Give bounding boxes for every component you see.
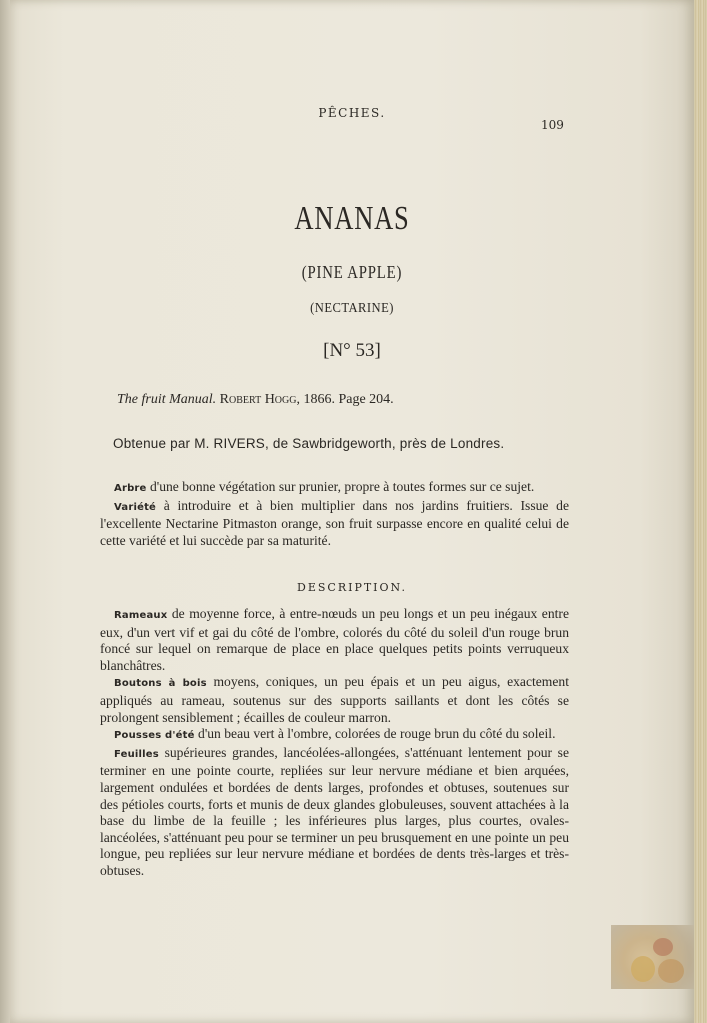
section-heading: DESCRIPTION. xyxy=(297,581,407,594)
paragraph-label: Pousses d'été xyxy=(114,730,195,742)
page-edges xyxy=(694,0,707,1023)
paragraph xyxy=(100,726,569,745)
paragraph-label: Feuilles xyxy=(114,748,159,760)
paragraph-text: d'un beau vert à l'ombre, colorées de rouge brun du côté du soleil. xyxy=(198,726,556,742)
running-head: PÊCHES. xyxy=(318,106,386,120)
reference-work: The fruit Manual. xyxy=(117,392,217,407)
reference-author: Robert Hogg, xyxy=(219,392,300,407)
paragraph xyxy=(100,674,569,726)
paragraph-text: moyens, coniques, un peu épais et un peu aigus, exactement appliqués au rameau, soutenus sur des supports saillants et dont les côtés se prolongent sensiblement ; écailles de couleur marron. xyxy=(100,674,569,725)
paragraph xyxy=(100,606,569,674)
fruit-icon xyxy=(611,925,697,989)
paragraph-text: de moyenne force, à entre-nœuds un peu longs et un peu inégaux entre eux, d'un vert vif et gai du côté de l'ombre, colorés du côté du soleil d'un rouge brun foncé sur lequel on remarque de place en place quelques petits points verruqueux blanchâtres. xyxy=(100,606,569,673)
bibliographic-reference xyxy=(117,392,394,408)
book-gutter xyxy=(0,0,10,1023)
paragraph-text: à introduire et à bien multiplier dans nos jardins fruitiers. Issue de l'excellente Nectarine Pitmaston orange, son fruit surpasse encore en qualité celui de cette variété et lui succède par sa maturité. xyxy=(100,497,569,548)
paragraph xyxy=(100,498,569,550)
subtitle-english: (PINE APPLE) xyxy=(301,262,403,282)
page-title: ANANAS xyxy=(294,200,410,237)
paragraph-text: supérieures grandes, lancéolées-allongées, s'atténuant lentement pour se terminer en une pointe courte, repliées sur leur nervure médiane et bien arquées, largement ondulées et bordées de dents larges, profondes et obtuses, soutenues sur des pétioles courts, forts et munis de deux glandes globuleuses, souvent attachées à la base du limbe de la feuille ; les inférieures plus larges, plus courtes, ovales-lancéolées, s'atténuant peu pour se terminer un peu brusquement en une pointe un peu longue, peu repliées sur leur nervure médiane et bordées de dents très-larges et très-obtuses. xyxy=(100,744,569,878)
intro-section xyxy=(100,479,569,549)
paragraph-text: d'une bonne végétation sur prunier, propre à toutes formes sur ce sujet. xyxy=(149,479,535,494)
paragraph-label: Rameaux xyxy=(114,610,168,621)
paragraph xyxy=(100,479,569,498)
paragraph-label: Variété xyxy=(114,501,157,513)
paragraph-label: Arbre xyxy=(114,483,147,494)
fruit-thumbnail-image xyxy=(611,925,697,989)
paragraph xyxy=(100,745,569,880)
entry-number: [N° 53] xyxy=(323,340,381,361)
reference-details: 1866. Page 204. xyxy=(303,392,394,407)
subtitle-type: (NECTARINE) xyxy=(310,301,394,316)
book-page xyxy=(10,0,694,1023)
description-section xyxy=(100,606,569,880)
origin-line: Obtenue par M. RIVERS, de Sawbridgeworth, près de Londres. xyxy=(113,436,505,451)
paragraph-label: Boutons à bois xyxy=(114,678,207,690)
page-number: 109 xyxy=(541,118,564,132)
